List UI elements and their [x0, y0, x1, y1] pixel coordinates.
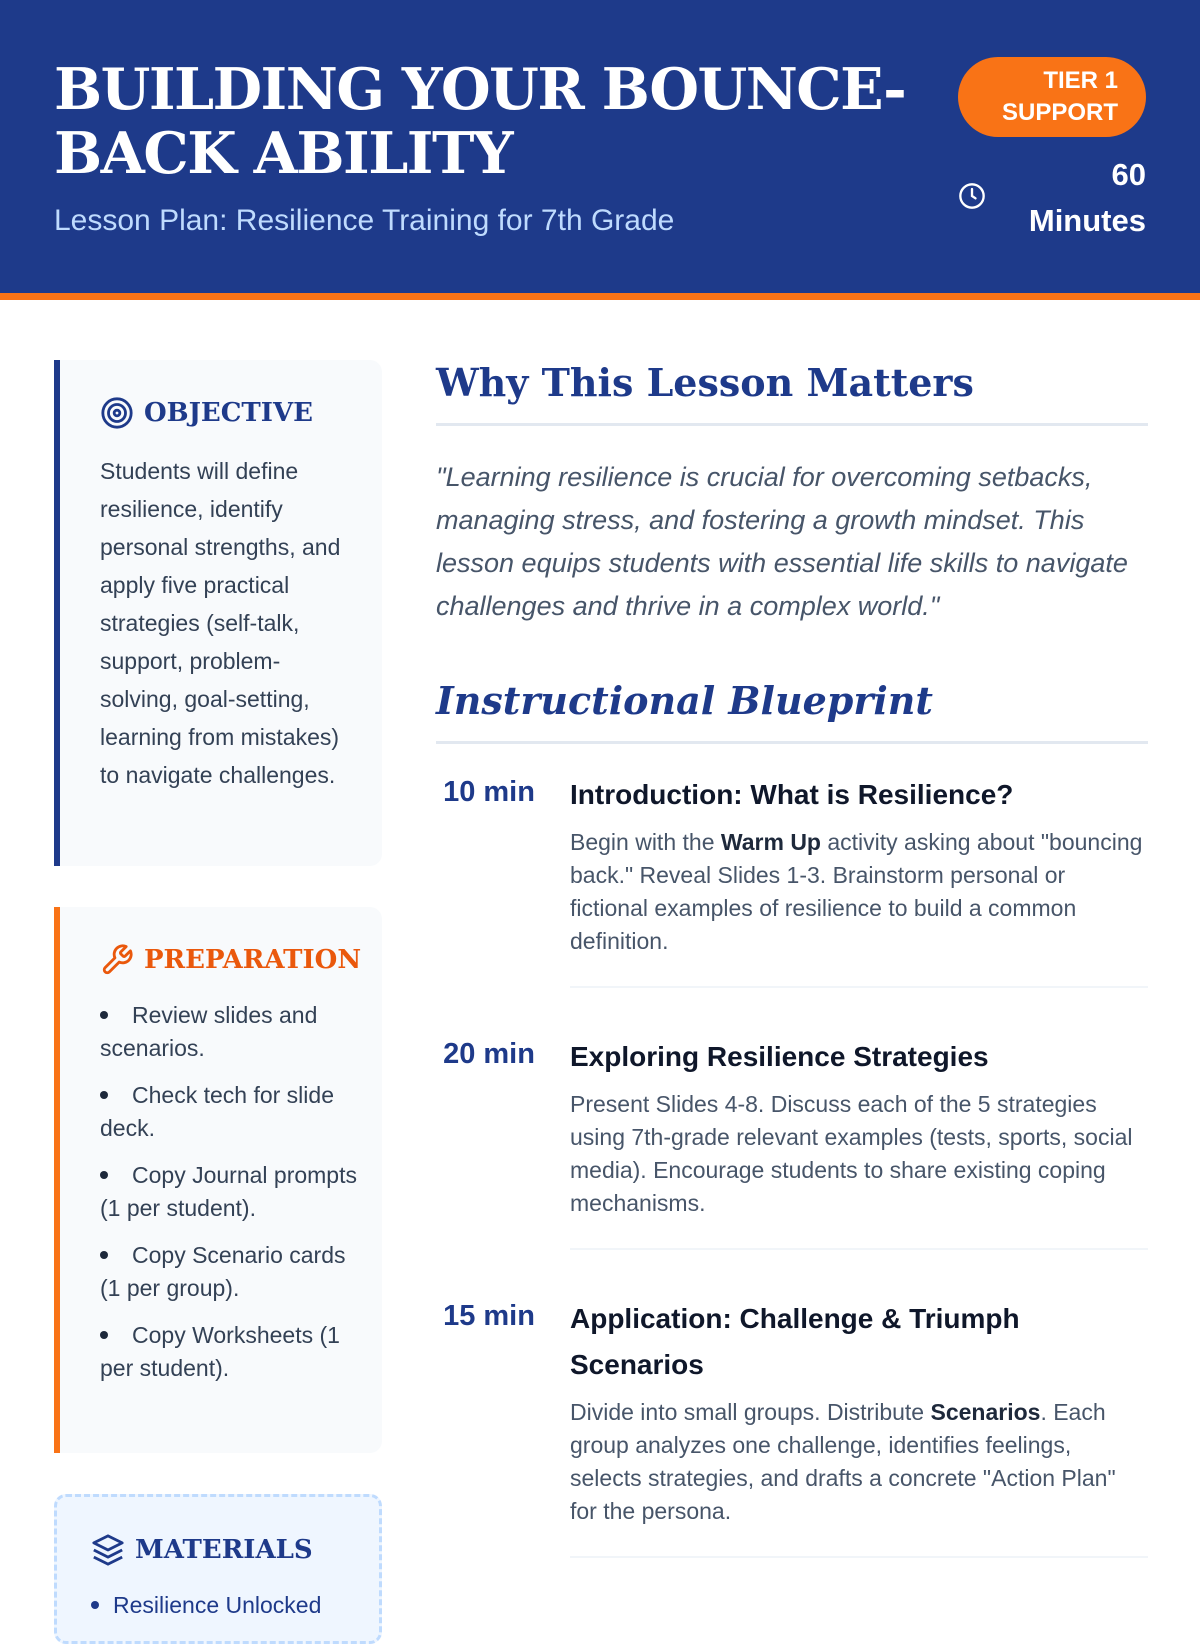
materials-title: MATERIALS: [135, 1535, 313, 1565]
preparation-card: [54, 907, 382, 1453]
step-time: 15 min: [443, 1300, 535, 1332]
preparation-list: [100, 999, 358, 1385]
step-description: Present Slides 4-8. Discuss each of the 5 strategies using 7th-grade relevant examples (tests, sports, social media). Encourage students to share existing coping mechanisms.: [570, 1091, 1133, 1216]
page-header: [0, 0, 1200, 300]
step-title: Exploring Resilience Strategies: [570, 1041, 989, 1072]
step-time: 10 min: [443, 776, 535, 808]
target-icon: [100, 396, 134, 430]
objective-card: [54, 360, 382, 866]
duration-value: 60: [1111, 157, 1146, 192]
step-body: [570, 1296, 1148, 1558]
preparation-title: PREPARATION: [144, 945, 362, 975]
tier-badge-line2: SUPPORT: [1001, 99, 1118, 126]
tier-badge: [958, 57, 1146, 137]
objective-title: OBJECTIVE: [144, 398, 313, 428]
blueprint-step: [436, 1034, 1148, 1250]
preparation-item: Review slides and scenarios.: [100, 999, 358, 1065]
lesson-duration: [1000, 152, 1146, 244]
materials-heading: [91, 1533, 355, 1567]
step-title: Application: Challenge & Triumph Scenarios: [570, 1303, 1020, 1380]
blueprint-step: [436, 1296, 1148, 1558]
preparation-heading: [100, 943, 362, 977]
tier-badge-line1: TIER 1: [1043, 67, 1118, 94]
preparation-item: Check tech for slide deck.: [100, 1079, 358, 1145]
preparation-item: Copy Worksheets (1 per student).: [100, 1319, 358, 1385]
step-title: Introduction: What is Resilience?: [570, 779, 1014, 810]
clock-icon: [958, 182, 986, 210]
materials-list: [91, 1589, 355, 1622]
step-time: 20 min: [443, 1038, 535, 1070]
preparation-item: Copy Scenario cards (1 per group).: [100, 1239, 358, 1305]
step-description: Begin with the Warm Up activity asking about "bouncing back." Reveal Slides 1-3. Brainstorm personal or fictional examples of resilience to build a common definition.: [570, 829, 1143, 954]
why-quote: "Learning resilience is crucial for overcoming setbacks, managing stress, and fostering a growth mindset. This lesson equips students with essential life skills to navigate challenges and thrive in a complex world.": [436, 462, 1128, 621]
layers-icon: [91, 1533, 125, 1567]
why-heading: Why This Lesson Matters: [436, 360, 1148, 426]
blueprint-step: [436, 772, 1148, 988]
objective-text: Students will define resilience, identify personal strengths, and apply five practical strategies (self-talk, support, problem-solving, goal-setting, learning from mistakes) to navigate challenges.: [100, 458, 341, 788]
preparation-item: Copy Journal prompts (1 per student).: [100, 1159, 358, 1225]
blueprint-heading: Instructional Blueprint: [436, 678, 1148, 744]
page-title: BUILDING YOUR BOUNCE-BACK ABILITY: [54, 56, 906, 187]
objective-heading: [100, 396, 358, 430]
step-description: Divide into small groups. Distribute Scenarios. Each group analyzes one challenge, identifies feelings, selects strategies, and drafts a concrete "Action Plan" for the persona.: [570, 1399, 1116, 1524]
duration-unit: Minutes: [1028, 203, 1146, 238]
wrench-icon: [100, 943, 134, 977]
materials-card: [54, 1494, 382, 1644]
materials-item: Resilience Unlocked: [91, 1589, 355, 1622]
step-body: [570, 1034, 1148, 1250]
main-content: [436, 360, 1148, 1558]
page-subtitle: Lesson Plan: Resilience Training for 7th Grade: [54, 204, 675, 237]
step-body: [570, 772, 1148, 988]
